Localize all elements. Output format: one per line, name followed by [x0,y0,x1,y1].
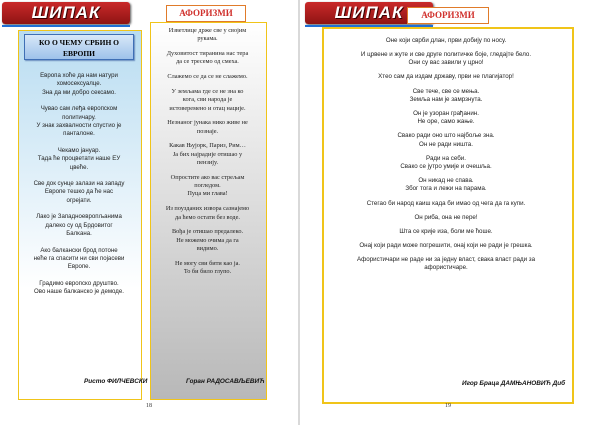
text-line: Европа хоће да нам натури [40,72,118,79]
text-line: далеко су од Брдовитог [45,221,113,229]
text-line: Европе тешко да ће нас [44,188,114,196]
text-line: Изветлице држе све у својим [168,27,247,34]
text-line: Лако је Западноевропљанима [36,213,122,221]
text-line: Духовитост тиранина нас тера [166,50,249,58]
text-line: Све тече, све се мења. [412,87,480,95]
text-line: Чекамо јануар. [57,146,101,154]
aphorism-paragraph [152,27,263,44]
text-line: Слажемо се да се не слажемо. [167,73,248,81]
text-line: видимо. [196,244,219,252]
aphorism-paragraph [324,110,568,127]
text-line: Свако се јутро умије и очешља. [400,163,492,171]
text-line: панталоне. [63,130,95,138]
text-line: огрејати. [66,196,92,204]
text-line: афористичаре. [424,264,468,272]
text-line: Ово наше балканско је демоде. [34,288,124,296]
text-line: Све док сунце залази на западу [33,180,125,188]
text-line: Незнаног јунака нико живе не [167,119,248,127]
aphorism-paragraph [20,105,138,139]
text-line: Опростите ако вас стрељам [170,173,245,181]
text-line: кога, сви народа је [182,96,233,104]
aphorism-paragraph [152,142,263,167]
aphorisms-text [324,37,568,278]
text-line: Он је узоран грађанин. [413,109,479,117]
text-line: Пуца ми глава! [187,190,228,198]
aphorism-paragraph [20,72,138,97]
aphorism-paragraph [324,51,568,68]
logo-text: ШИПАК [334,3,404,22]
text-line: Тада ће процветати наше ЕУ [37,155,121,163]
text-line: Онај који ради може погрешити, онај који не ради је грешка. [359,241,533,249]
aphorism-paragraph [324,228,568,236]
aphorism-paragraph [324,73,568,81]
text-line: Градимо европско друштво. [39,279,119,287]
aphorism-paragraph [324,37,568,45]
aphorism-paragraph [324,88,568,105]
aphorism-paragraph [20,247,138,272]
text-line: Он никад не спава. [418,177,474,185]
text-line: Ако балкански брод потоне [40,246,118,254]
text-line: познаје. [196,127,219,135]
text-line: неће га спасити ни сви појасеви [33,254,125,262]
article-title: КО О ЧЕМУ СРБИН О ЕВРОПИ [24,34,134,60]
aphorism-paragraph [324,256,568,273]
aphorism-paragraph [324,177,568,194]
aphorism-paragraph [324,242,568,250]
aphorism-paragraph [152,228,263,253]
aphorisms-author: Игор Браца ДАМЊАНОВИЋ Диб [462,380,566,387]
text-line: Он не ради ништа. [419,140,473,148]
aphorism-paragraph [152,119,263,136]
text-line: политичару. [62,113,96,121]
text-line: Не могу сви бити као ја. [175,259,240,267]
magazine-logo [2,2,130,24]
text-line: цвеће. [69,163,89,171]
text-line: хомосексуалце. [56,80,102,88]
text-line: рукама. [197,35,218,43]
left-page [0,0,298,425]
text-line: Балкана. [66,230,92,238]
aphorism-paragraph [152,88,263,113]
text-line: да ћемо остати без воде. [174,213,240,221]
article-author: Ристо ФИЛЧЕВСКИ [84,378,148,385]
aphorism-paragraph [20,180,138,205]
text-line: Оне који сврби длан, први добију по носу. [385,37,507,44]
text-line: Из поузданих извора сазнајемо [165,205,250,213]
text-line: Европе. [67,263,91,271]
text-line: Стегао би народ каиш када би имао од чега да га купи. [366,199,526,207]
aphorism-paragraph [324,132,568,149]
text-line: Вођа је отишао предалеко. [171,228,244,236]
aphorism-paragraph [20,147,138,172]
text-line: пензију. [196,159,219,167]
text-line: Они су вас завили у црно! [408,59,484,67]
aphorism-paragraph [152,260,263,277]
section-heading: АФОРИЗМИ [166,5,246,22]
text-line: Какав Њујорк, Париз, Рим… [169,142,246,150]
text-line: У знак захвалности спустио је [36,122,122,130]
aphorisms-author: Горан РАДОСАВЉЕВИЋ [186,378,265,385]
page-number: 19 [445,403,451,409]
aphorism-paragraph [20,213,138,238]
aphorism-paragraph [152,174,263,199]
text-line: Чувао сам леђа европском [40,105,118,113]
text-line: Због тога и лежи на парама. [405,185,487,193]
text-line: да се тресемо од смеха. [176,58,239,66]
text-line: Шта се крије иза, боли ме ћоше. [399,227,493,235]
text-line: Не можемо очима да га [176,236,239,244]
page-number: 18 [146,403,152,409]
aphorism-paragraph [152,205,263,222]
text-line: Ја бих најрадије отишао у [172,150,243,158]
section-heading: АФОРИЗМИ [407,7,489,24]
text-line: Ради на себи. [426,154,466,162]
text-line: Земља нам је замрзнута. [409,95,483,103]
text-line: истоверемено и отац нације. [169,104,246,112]
text-line: Зна да ми добро сексамо. [42,88,116,96]
logo-text: ШИПАК [31,3,101,22]
text-line: Свако ради оно што најбоље зна. [397,132,495,140]
article-text [20,72,138,305]
aphorism-paragraph [324,155,568,172]
aphorism-paragraph [324,214,568,222]
text-line: У земљама где се не зна ко [171,87,244,95]
aphorisms-text [152,27,263,283]
logo-underline [2,25,130,27]
text-line: погледом. [194,182,221,190]
aphorism-paragraph [152,50,263,67]
text-line: И црвене и жуте и све друге политичке боје, гледајте бело. [360,51,532,59]
text-line: Хтео сам да издам државу, први не плагијатор! [378,73,514,81]
text-line: Не оре, само жање. [417,118,475,126]
text-line: Он риба, она не пере! [414,213,478,221]
aphorism-paragraph [152,73,263,81]
right-page [300,0,600,425]
aphorism-paragraph [20,280,138,297]
text-line: То би било глупо. [183,268,232,276]
text-line: Афористичари не раде ни за једну власт, свака власт ради за [356,255,536,263]
aphorism-paragraph [324,200,568,208]
